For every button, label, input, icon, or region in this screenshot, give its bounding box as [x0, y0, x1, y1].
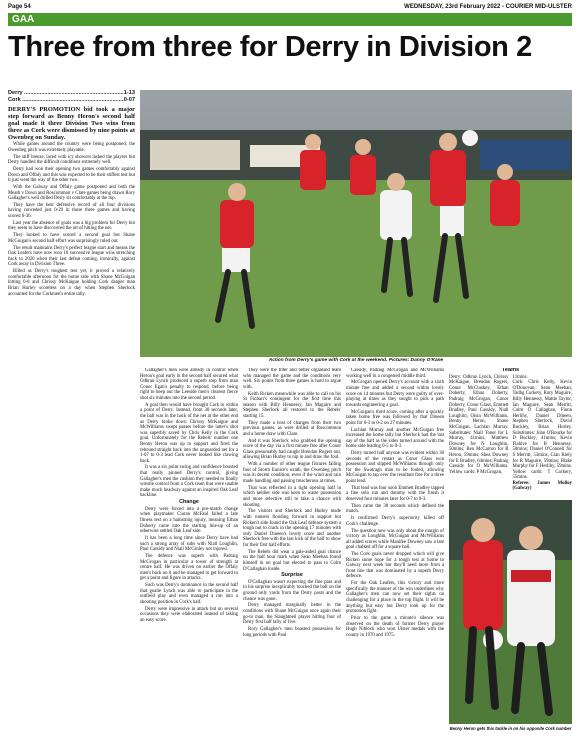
column-paragraphs [243, 580, 341, 638]
paragraph: They made a host of changes from their two previous games, as were drilled at Roscommon and a home draw with Clare. [243, 420, 341, 437]
paragraph: Derry had won their opening two games comfortably against Down and Offaly and this was expected to be their stiffest test but it just went the way of the other two. [8, 166, 135, 184]
photo-image [140, 90, 572, 357]
section-label: GAA [12, 14, 35, 25]
main-photo-caption: Action from Derry's game with Cork at the weekend. Pictures: Danny O'Kane [268, 358, 444, 363]
paragraph: They looked to have scored a second goal but Shane McGuigan's second half effort was surprisingly ruled out. [8, 233, 135, 244]
paragraph: With the Galway and Offaly game postponed and both the Meath v Down and Roscommon v Clare games being drawn Rory Gallagher's well drilled Derry sit comfortably at the top. [8, 184, 135, 202]
crosshead-change: Change [179, 499, 199, 506]
paragraph: The visitors and Sherlock and Hurley made with runners flooding forward in support but Ricken's side found the Oak Leaf defence system a tough nut to crack in the opening 17 minutes with only Daniel Dineen's lovely score and another Sherlock free with the last kick of the half to show for their first half efforts. [243, 509, 341, 548]
column-paragraphs [346, 368, 444, 638]
paragraph: The Rebels did wear a gale-aided goal chance on the half hour mark when Sean Meehan found himself in on goal but elected to pass to Colm O'Callaghan inside. [243, 549, 341, 572]
paragraph: Derry were forced into a pre-match change when playmaker Ciaran McFaul failed a late fitness test on a hamstring injury, meaning Ethan Doherty came into the starting line-up of an otherwise settled Oak Leaf side. [140, 506, 238, 535]
tackle-photo-caption: Benny Heron gets this tackle in on his opposite Cork number [449, 726, 572, 731]
teams-box [449, 368, 572, 496]
paragraph: It confirmed Derry's superiority killed off Cork's challenge. [346, 516, 444, 527]
article-column-1 [8, 90, 135, 733]
paragraph: It has been a long time since Derry have had such a strong array of subs with Niall Loughlin, Paul Cassidy and Niall McGinley not injured. [140, 535, 238, 553]
paragraph: The defence was superb with Padraig McGrogan in particular a tower of strength at centre half. He was driven on earlier the Offaly men's back on it and he managed to get forward to get a point and figure in attacks. [140, 553, 238, 582]
paragraph: Rory Gallagher's men boasted possession for long periods with Paul [243, 627, 341, 638]
column-paragraphs [140, 368, 238, 499]
paragraph: While games around the country were being postponed, the Owenbeg pitch was extremely playable. [8, 142, 135, 153]
paragraph: They were the fitter and better organised team who managed the game and the conditions very well. Six points from three games is hard to argue with. [243, 368, 341, 390]
paragraph: The stiff breeze, laced with icy showers lashed the players but Derry handled the difficult conditions extremely well. [8, 154, 135, 166]
section-band [8, 13, 572, 26]
article-column-3 [243, 368, 341, 733]
referee-line: Referee: James Molloy (Galway) [512, 480, 572, 492]
column-paragraphs [8, 142, 135, 297]
paragraph: The question now was only about the margin of victory as Loughlin, McGuigan and McWilliams all added scores while Manifee Downey saw a late goal chalked off for a square ball. [346, 528, 444, 551]
main-match-photo [140, 90, 572, 357]
paragraph: The result maintains Derry's perfect league start and means the Oak Leafers have now won 10 successive league wins stretching back to 2020 when their last defeat coming, ironically, against Cork away in Division Three. [8, 245, 135, 268]
derry-lineup: Derry: Odhran Lynch, Chrissy McKaigue, Brendan Rogers, Conor McCluskey, Ethan Doherty, Ethan Doherty, Padraig McGrogan, Conor Doherty, Conor Glass, Emmett Bradley, Paul Cassidy, Niall Loughlin, Oisin McWilliams, Benny Heron, Shane McGuigan. Lachlan Murray. Substitutes: Niall Toner for L Murray, 41mins, Matthew Downey for N Loughlin, 50mins; Ben McCarron for B Heron, 59mins; Shea Downey for E Bradley, 64mins; Padraig Cassidy for O McWilliams. Yellow cards: P McGrogan, [449, 374, 509, 475]
paragraph: A goal then would have brought Cork to within a point of Derry. Instead, from 30 seconds later, the ball was in the back of the net at the other end as Derry broke down Chrissy McKaigue and McWilliams swept passes before the latter's shot was superbly saved by Chris Kelly in the Cork goal. Unfortunately for the Rebels' number one Benny Heron was up to support and fired the rebound straight back into the unguarded net for a 1-07 to 0-3 lead Cork never looked like clawing back. [140, 402, 238, 464]
paragraph: Derry turned half anyone was evident within 30 seconds of the restart as Conor Glass won possession and slipped McWilliams through only for the Swatragh man to be fouled, allowing McGuigan to tap over the resultant free for a three point lead. [346, 451, 444, 485]
paragraph: With a number of other league fixtures falling foul of Storm Eunice's wrath, the Owenbeg pitch was in decent condition, even if the wind and rain made handling and passing treacherous at times. [243, 462, 341, 485]
tackle-photo [449, 500, 572, 724]
paragraph: Gallagher's men were already in control when Heron's goal early in the second half secured what Odhran Lynch produced a superb stop from man Conor Egan's penalty to respond, before being right to keep out the Leeside men's clearest fierce shot six minutes into the second period. [140, 368, 238, 401]
paragraph: O'Callaghan wasn't expecting the fine pass and in his surprise inexplicably touched the ball on the ground only yards from the Derry posts and the chance was gone. [243, 579, 341, 602]
paragraph: McGrogan opened Derry's account with a sixth minute free and added a second within lovely score on 14 minutes but Derry were guilty of over-playing at times as they sought to pick a path towards engineering a goal. [346, 380, 444, 408]
paragraph: And it was Sherlock who grabbed the opening score of the day via a first minute free after Conor Glass presumably had caught Brendan Rogers out, allowing Brian Hurley to nip in and draw the foul. [243, 438, 341, 461]
paragraph: They have the best defensive record of all four divisions having conceded just 0-20 in those three games and having scored 6-36. [8, 202, 135, 220]
article-column-2 [140, 368, 238, 733]
column-paragraphs [243, 368, 341, 572]
photo-image [449, 500, 572, 724]
paragraph: Billed as Derry's toughest test yet, it proved a relatively comfortable afternoon for the home side with Shane McGuigan hitting 0-8 and Chrissy McKaigue holding Cork danger man Brian Hurley scoreless on a day when Stephen Sherlock accounted for the Corkmen's entire tally. [8, 269, 135, 297]
paragraph: Prior to the game a minute's silence was observed on the death of former Derry player Hugh Niblock who won Ulster medals with the county in 1970 and 1975. [346, 616, 444, 638]
publication-date: WEDNESDAY, 23rd February 2022 - COURIER MID-ULSTER [404, 4, 572, 10]
page-number: Page 54 [8, 4, 31, 10]
paragraph: It was a six point swing and confidence boosted that really pinned Derry's control, giving Gallagher's men the cushion they needed to finally wrestle control from a Cork team that were unable make much headway against an inspired Oak Leaf backline. [140, 465, 238, 499]
paragraph: That lead was four soon Emmett Bradley tapped a fine solo run and dummy with the finish it deserved four minutes later for 0-7 to 0-3. [346, 485, 444, 502]
crosshead-surprise: Surprise [281, 572, 303, 579]
paragraph: That was reflected in a tight opening half in which neither side was keen to waste possession and more selective still to take a chance with shooting. [243, 485, 341, 508]
paragraph: Keith Ricken meanwhile was able to call on his St Finbarr's contingent for the first time this season with Billy Hennessy, Ian Maguire and Stephen Sherlock all restored to the Rebels' starting 15. [243, 391, 341, 419]
derry-lineup-tail: 11mins. [512, 374, 528, 380]
paragraph: For the Oak Leafers, this victory and more specifically the manner of the win underlines why Gallagher's men can now set their sights on challenging for a place in the top flight. It will be anything but easy but Derry look up for the promotion fight. [346, 581, 444, 615]
cork-lineup: 11mins. Cork: Chris Kelly, Kevin O'Donovan, Sean Meehan, Tadhg Corkery, Rory Maguire, Billy Hennessy, Mattie Taylor, Ian Maguire, Sean Merritt, Colm O Callaghan, Fionn Herlihy, Daniel Dineen, Stephen Sherlock, David Buckley, Brian Hurley. Substitutes: John O'Rourke for D Buckley, 41mins; Kevin Flahive for B Hennessy, 50mins; Daniel O'Connell for S Merritt, 53mins; Cian Kiely for R Maguire, 59mins; Blake Murphy for F Herlihy, 59mins. Yellow cards: T Corkery, 55mins. Referee: James Molloy (Galway) [512, 374, 572, 492]
paragraph: The Cork goals never dropped which will give Ricken some hope for a tough test at home to Galway next week but they'll need more from a front line that was dominated by a superb Derry defence. [346, 552, 444, 580]
paragraph: McGuigan's third score, coming after a quickly taken home free was followed by that Dineen point for 0-3 to 0-2 on 27 minutes. [346, 409, 444, 426]
score-line-derry: Derry ..... 1-13 [8, 90, 135, 97]
teams-heading: Teams [501, 368, 520, 373]
paragraph: Then came the 38 seconds which defined the match. [346, 503, 444, 515]
paragraph: Such was Derry's dominance in the second half that goalie Lynch was able to participate in the outfield play and even managed a run into a shooting position in Cork's half. [140, 583, 238, 605]
paragraph: Lachlan Murray and another McGuigan free increased the home tally but Sherlock had the last say of the half as the sides turned around with the home side leading 0-5 to 0-3. [346, 427, 444, 450]
paragraph: Last year the absence of goals was a big problem for Derry but they seem to have discovered the art of hitting the net. [8, 220, 135, 232]
paragraph: Cassidy, Padraig McGrogan and McWilliams working well in a congested middle third. [346, 368, 444, 379]
paragraph: Derry were impressive in attack but on several occasions they were elaborated instead of taking an easy score. [140, 606, 238, 623]
article-column-4 [346, 368, 444, 733]
article-intro: DERRY'S PROMOTION bid took a major step forward as Benny Heron's second half goal made it three Division Two wins from three as Cork were dismissed by nine points at Owenbeg on Sunday. [8, 106, 135, 141]
score-line-cork: Cork ..... 0-07 [8, 97, 135, 104]
column-paragraphs [140, 507, 238, 624]
page-title: Three from three for Derry in Division 2 [8, 31, 532, 63]
paragraph: Derry managed marginally better in the conditions with Shane McGuigan once again their go-to man, the Slaughtneil player hitting four of Derry first half tally of five. [243, 603, 341, 626]
page-header [8, 3, 572, 13]
